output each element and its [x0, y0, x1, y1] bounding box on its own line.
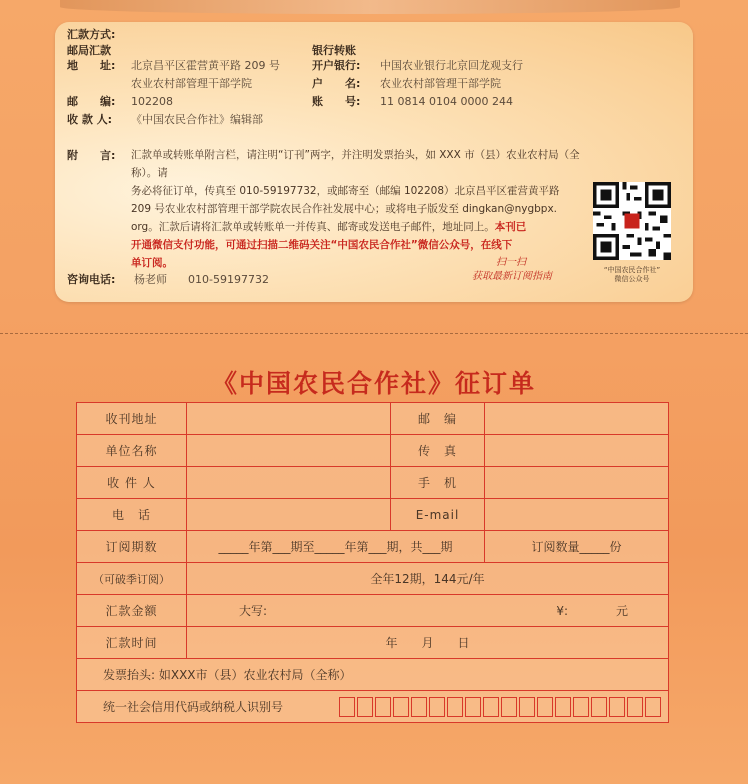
holder-value: 农业农村部管理干部学院 — [380, 77, 501, 90]
bank-value: 中国农业银行北京回龙观支行 — [380, 59, 523, 72]
bank-label: 开户银行: — [312, 59, 361, 72]
period-cell-label: 订阅期数 — [77, 531, 187, 563]
bank-heading: 银行转账 — [312, 44, 356, 57]
qr-caption: “中国农民合作社” 微信公众号 — [603, 266, 661, 283]
payee-label: 收 款 人: — [67, 113, 113, 126]
email-cell-label: E-mail — [391, 499, 485, 531]
zip-label: 邮 编: — [67, 95, 116, 108]
contact-person: 杨老师 — [134, 273, 167, 286]
note-text: 汇款单或转账单附言栏，请注明“订刊”两字，并注明发票抬头，如 XXX 市（县）农业农村局（全称）。请 务必将征订单，传真至 010-59197732，或邮寄至（邮编 102208）北京昌平区霍营黄平路 209 号农业农村部管理干部学院农民合作社发展中心；或将电子版发至 dingkan@nygbpx. org。汇款后请将汇款单或转账单一并传真、邮寄或发送电子邮件，地址同上。本刊已 开通微信支付功能，可通过扫描二维码关注“中国农民合作社”微信公众号，在线下 单订阅。 — [131, 149, 580, 269]
form-row — [77, 627, 669, 659]
mobile-cell-label: 手 机 — [391, 467, 485, 499]
time-field[interactable]: 年 月 日 — [187, 627, 669, 659]
address-line2: 农业农村部管理干部学院 — [131, 77, 252, 90]
amount-capital: 大写: — [239, 604, 268, 618]
form-row — [77, 467, 669, 499]
form-row — [77, 595, 669, 627]
top-decoration — [60, 0, 680, 14]
invoice-title-field[interactable]: 发票抬头: 如XXX市（县）农业农村局（全称） — [77, 659, 669, 691]
form-row — [77, 403, 669, 435]
form-row — [77, 435, 669, 467]
wechat-qr-code[interactable] — [593, 182, 671, 260]
form-row — [77, 691, 669, 723]
zip-cell-label: 邮 编 — [391, 403, 485, 435]
holder-label: 户 名: — [312, 77, 361, 90]
taxid-row — [77, 691, 669, 723]
amount-figure: ¥: 元 — [556, 604, 628, 618]
receiver-cell-label: 收 件 人 — [77, 467, 187, 499]
form-row — [77, 659, 669, 691]
receiver-field[interactable] — [187, 467, 391, 499]
contact-phone: 010-59197732 — [188, 273, 269, 286]
fax-field[interactable] — [485, 435, 669, 467]
order-form-title: 《中国农民合作社》征订单 — [211, 369, 536, 398]
subscription-form — [76, 402, 669, 723]
mobile-field[interactable] — [485, 467, 669, 499]
contact-label: 咨询电话: — [67, 273, 116, 286]
payee-value: 《中国农民合作社》编辑部 — [131, 113, 263, 126]
quantity-field[interactable]: 订阅数量_____份 — [485, 531, 669, 563]
account-value: 11 0814 0104 0000 244 — [380, 95, 513, 108]
scan-hint: 扫一扫 获取最新订阅指南 — [472, 257, 552, 282]
zip-value: 102208 — [131, 95, 173, 108]
taxid-label: 统一社会信用代码或纳税人识别号 — [103, 700, 284, 714]
form-row — [77, 499, 669, 531]
post-remit-heading: 邮局汇款 — [67, 44, 111, 57]
cut-line — [0, 333, 748, 334]
email-field[interactable] — [485, 499, 669, 531]
phone-field[interactable] — [187, 499, 391, 531]
form-row — [77, 531, 669, 563]
price-text: 全年12期，144元/年 — [187, 563, 669, 595]
account-label: 账 号: — [312, 95, 361, 108]
fax-cell-label: 传 真 — [391, 435, 485, 467]
season-cell-label: （可破季订阅） — [77, 563, 187, 595]
amount-cell-label: 汇款金额 — [77, 595, 187, 627]
unit-cell-label: 单位名称 — [77, 435, 187, 467]
zip-field[interactable] — [485, 403, 669, 435]
form-row — [77, 563, 669, 595]
taxid-boxes[interactable] — [335, 691, 663, 722]
amount-field[interactable] — [187, 595, 669, 627]
address-line1: 北京昌平区霍营黄平路 209 号 — [131, 59, 280, 72]
address-label: 地 址: — [67, 59, 116, 72]
address-field[interactable] — [187, 403, 391, 435]
unit-field[interactable] — [187, 435, 391, 467]
note-label: 附 言: — [67, 149, 116, 162]
time-cell-label: 汇款时间 — [77, 627, 187, 659]
phone-cell-label: 电 话 — [77, 499, 187, 531]
remit-heading: 汇款方式: — [67, 28, 116, 41]
period-field[interactable]: _____年第___期至_____年第___期，共___期 — [187, 531, 485, 563]
address-cell-label: 收刊地址 — [77, 403, 187, 435]
